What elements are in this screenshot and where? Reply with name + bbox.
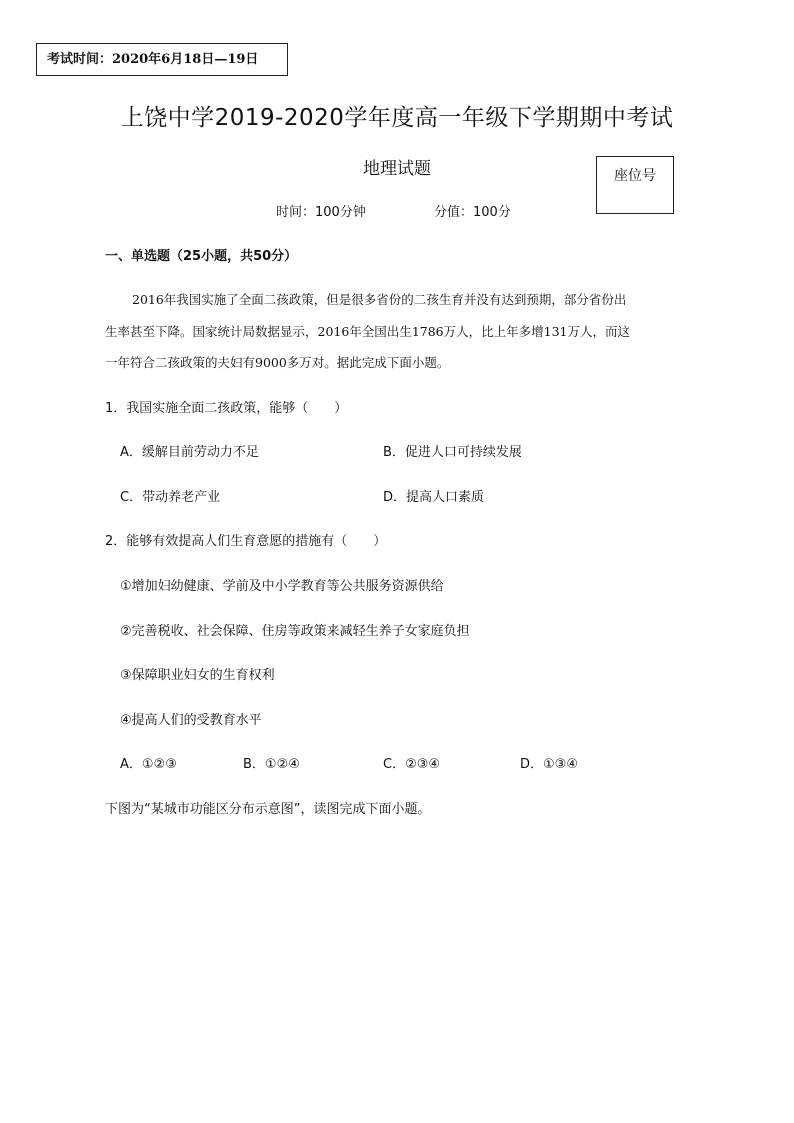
option-c: C．②③④ xyxy=(383,757,441,772)
statement-item: ①增加妇幼健康、学前及中小学教育等公共服务资源供给 xyxy=(120,579,444,594)
option-d: D．提高人口素质 xyxy=(383,490,485,505)
exam-time-box: 考试时间：2020年6月18日—19日 xyxy=(36,43,288,76)
question-1: 1．我国实施全面二孩政策，能够（ ） xyxy=(105,401,348,416)
statement-item: ②完善税收、社会保障、住房等政策来减轻生养子女家庭负担 xyxy=(120,624,470,639)
option-b: B．促进人口可持续发展 xyxy=(383,445,522,460)
section-heading: 一、单选题（25小题，共50分） xyxy=(105,249,298,264)
subject-title: 地理试题 xyxy=(363,159,431,179)
option-d: D．①③④ xyxy=(520,757,578,772)
statement-item: ③保障职业妇女的生育权利 xyxy=(120,668,275,683)
passage-line: 2016年我国实施了全面二孩政策，但是很多省份的二孩生育并没有达到预期，部分省份出 xyxy=(132,292,627,307)
question-2: 2．能够有效提高人们生育意愿的措施有（ ） xyxy=(105,534,387,549)
exam-score: 分值：100分 xyxy=(434,205,511,220)
statement-item: ④提高人们的受教育水平 xyxy=(120,713,262,728)
seat-number-label: 座位号 xyxy=(614,168,656,184)
figure-caption: 下图为“某城市功能区分布示意图”，读图完成下面小题。 xyxy=(105,802,431,817)
option-a: A．缓解目前劳动力不足 xyxy=(120,445,259,460)
passage-line: 生率甚至下降。国家统计局数据显示，2016年全国出生1786万人，比上年多增131万人，而这 xyxy=(105,324,630,339)
seat-number-box xyxy=(596,156,674,214)
passage-line: 一年符合二孩政策的夫妇有9000多万对。据此完成下面小题。 xyxy=(105,355,450,370)
option-a: A．①②③ xyxy=(120,757,177,772)
option-c: C．带动养老产业 xyxy=(120,490,221,505)
exam-duration: 时间：100分钟 xyxy=(276,205,366,220)
exam-title: 上饶中学2019-2020学年度高一年级下学期期中考试 xyxy=(120,105,674,131)
option-b: B．①②④ xyxy=(243,757,300,772)
